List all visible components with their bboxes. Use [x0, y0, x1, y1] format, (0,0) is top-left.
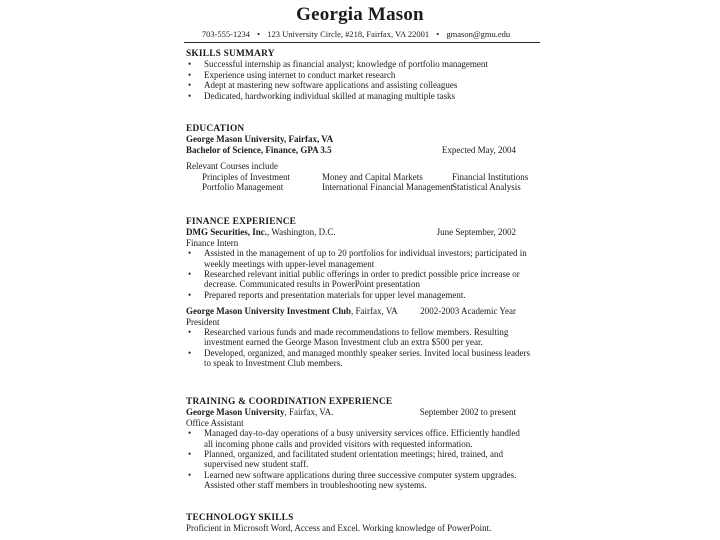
list-item: • Prepared reports and presentation materials for upper level management. — [186, 290, 530, 300]
list-item: • Researched various funds and made recommendations to fellow members. Resulting investment earned the George Mason Investment club an extra $500 per year. — [186, 327, 530, 348]
employer: George Mason University — [186, 407, 285, 418]
job-header — [186, 306, 530, 316]
email: gmason@gmu.edu — [446, 29, 511, 39]
training-section — [186, 397, 530, 491]
section-heading: TRAINING & COORDINATION EXPERIENCE — [186, 397, 393, 407]
location: , Fairfax, VA — [351, 306, 398, 317]
job-header — [186, 227, 530, 237]
list-item: • Planned, organized, and facilitated student orientation meetings; hired, trained, and supervised new student staff. — [186, 449, 530, 470]
job-bullets — [186, 248, 530, 300]
job-date: June September, 2002 — [436, 227, 516, 238]
section-heading: EDUCATION — [186, 124, 245, 134]
contact-line — [186, 29, 526, 39]
technology-text: Proficient in Microsoft Word, Access and Excel. Working knowledge of PowerPoint. — [186, 523, 492, 534]
course: Statistical Analysis — [452, 182, 521, 193]
resume-name: Georgia Mason — [296, 4, 424, 25]
job-title: Office Assistant — [186, 417, 244, 428]
job-header — [186, 407, 530, 417]
list-item: • Dedicated, hardworking individual skilled at managing multiple tasks — [186, 91, 530, 101]
job-bullets — [186, 428, 530, 490]
course: Principles of Investment — [202, 171, 290, 182]
degree-row — [186, 145, 530, 155]
job-date: 2002-2003 Academic Year — [420, 306, 516, 317]
list-item: • Assisted in the management of up to 20 portfolios for individual investors; participated in weekly meetings with upper-level management — [186, 248, 530, 269]
header-rule — [184, 42, 540, 43]
course: Money and Capital Markets — [322, 171, 423, 182]
separator-dot: • — [436, 29, 440, 39]
address: 123 University Circle, #218, Fairfax, VA 22001 — [267, 29, 430, 39]
job-bullets — [186, 327, 530, 369]
employer: DMG Securities, Inc. — [186, 227, 267, 238]
finance-section — [186, 217, 530, 369]
employer: George Mason University Investment Club — [186, 306, 351, 317]
course: Financial Institutions — [452, 171, 529, 182]
skills-list — [186, 59, 530, 101]
courses-grid — [186, 172, 530, 193]
location: , Fairfax, VA. — [284, 407, 334, 418]
list-item: • Learned new software applications during three successive computer system upgrades. Assisted other staff members in troubleshooting new systems. — [186, 470, 530, 491]
list-item: • Developed, organized, and managed monthly speaker series. Invited local business leaders to speak to Investment Club members. — [186, 348, 530, 369]
education-section — [186, 124, 530, 192]
separator-dot: • — [257, 29, 261, 39]
section-heading: FINANCE EXPERIENCE — [186, 217, 297, 227]
school: George Mason University, Fairfax, VA — [186, 134, 334, 145]
courses-label: Relevant Courses include — [186, 161, 278, 172]
phone: 703-555-1234 — [201, 29, 251, 39]
location: , Washington, D.C. — [267, 227, 336, 238]
section-heading: TECHNOLOGY SKILLS — [186, 513, 294, 523]
job-title: President — [186, 316, 220, 327]
degree: Bachelor of Science, Finance, GPA 3.5 — [186, 144, 332, 155]
technology-section — [186, 513, 530, 534]
skills-section — [186, 49, 530, 101]
list-item: • Researched relevant initial public offerings in order to predict possible price increase or decrease. Communicated results in PowerPoint presentation — [186, 269, 530, 290]
job-title: Finance Intern — [186, 237, 239, 248]
course: International Financial Management — [322, 182, 453, 193]
list-item: • Experience using internet to conduct market research — [186, 70, 530, 80]
expected-date: Expected May, 2004 — [441, 144, 516, 155]
list-item: • Managed day-to-day operations of a busy university services office. Efficiently handled all incoming phone calls and provided visitors with requested information. — [186, 428, 530, 449]
course: Portfolio Management — [202, 182, 284, 193]
section-heading: SKILLS SUMMARY — [186, 49, 275, 59]
job-date: September 2002 to present — [419, 407, 516, 418]
list-item: • Successful internship as financial analyst; knowledge of portfolio management — [186, 59, 530, 69]
list-item: • Adept at mastering new software applications and assisting colleagues — [186, 80, 530, 90]
